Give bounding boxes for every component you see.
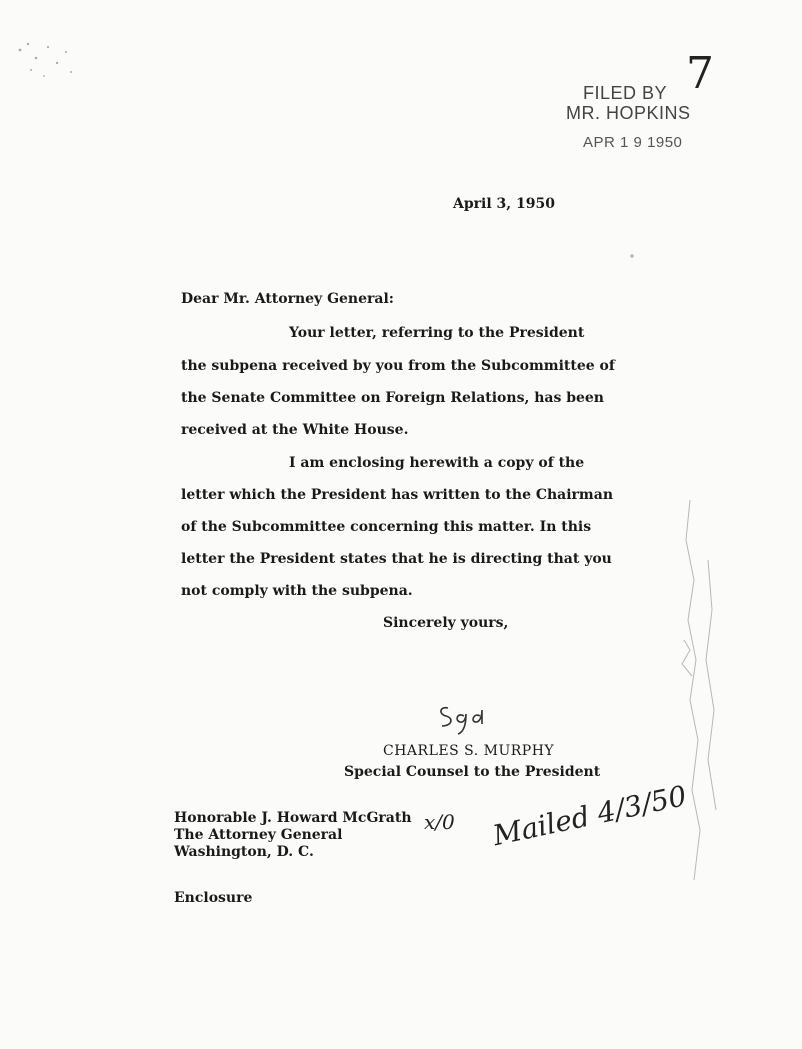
handwritten-file-number: 7: [686, 48, 714, 99]
addressee-line: Honorable J. Howard McGrath: [174, 810, 412, 826]
filed-by-stamp-line: FILED BY: [583, 83, 668, 103]
handwritten-xref: x/0: [424, 810, 455, 834]
handwritten-mailed-note: Mailed 4/3/50: [490, 779, 690, 853]
pencil-streaks: [682, 500, 716, 880]
addressee-line: The Attorney General: [174, 827, 343, 843]
handwritten-sgd-mark: [434, 696, 494, 736]
paragraph-2-line: letter which the President has written to the Chairman: [181, 487, 613, 503]
paragraph-2-line: letter the President states that he is directing that you: [181, 551, 612, 567]
paragraph-2-line: I am enclosing herewith a copy of the: [289, 455, 585, 471]
addressee-line: Washington, D. C.: [174, 844, 314, 860]
filed-date-stamp: APR 1 9 1950: [583, 134, 683, 151]
paragraph-1-line: the subpena received by you from the Subcommittee of: [181, 358, 615, 374]
signer-title: Special Counsel to the President: [344, 764, 601, 780]
paragraph-1-line: the Senate Committee on Foreign Relations, has been: [181, 390, 604, 406]
paragraph-1-line: received at the White House.: [181, 422, 409, 438]
signer-name: CHARLES S. MURPHY: [383, 743, 555, 759]
complimentary-close: Sincerely yours,: [383, 615, 509, 631]
enclosure-note: Enclosure: [174, 890, 253, 906]
paragraph-1-line: Your letter, referring to the President: [289, 325, 585, 341]
filed-by-name-stamp: MR. HOPKINS: [566, 103, 691, 123]
corner-specks: [19, 43, 634, 258]
letter-date: April 3, 1950: [453, 196, 555, 212]
paragraph-2-line: not comply with the subpena.: [181, 583, 413, 599]
sgd-pen-strokes: [434, 696, 494, 736]
paragraph-2-line: of the Subcommittee concerning this matter. In this: [181, 519, 592, 535]
salutation: Dear Mr. Attorney General:: [181, 291, 394, 307]
